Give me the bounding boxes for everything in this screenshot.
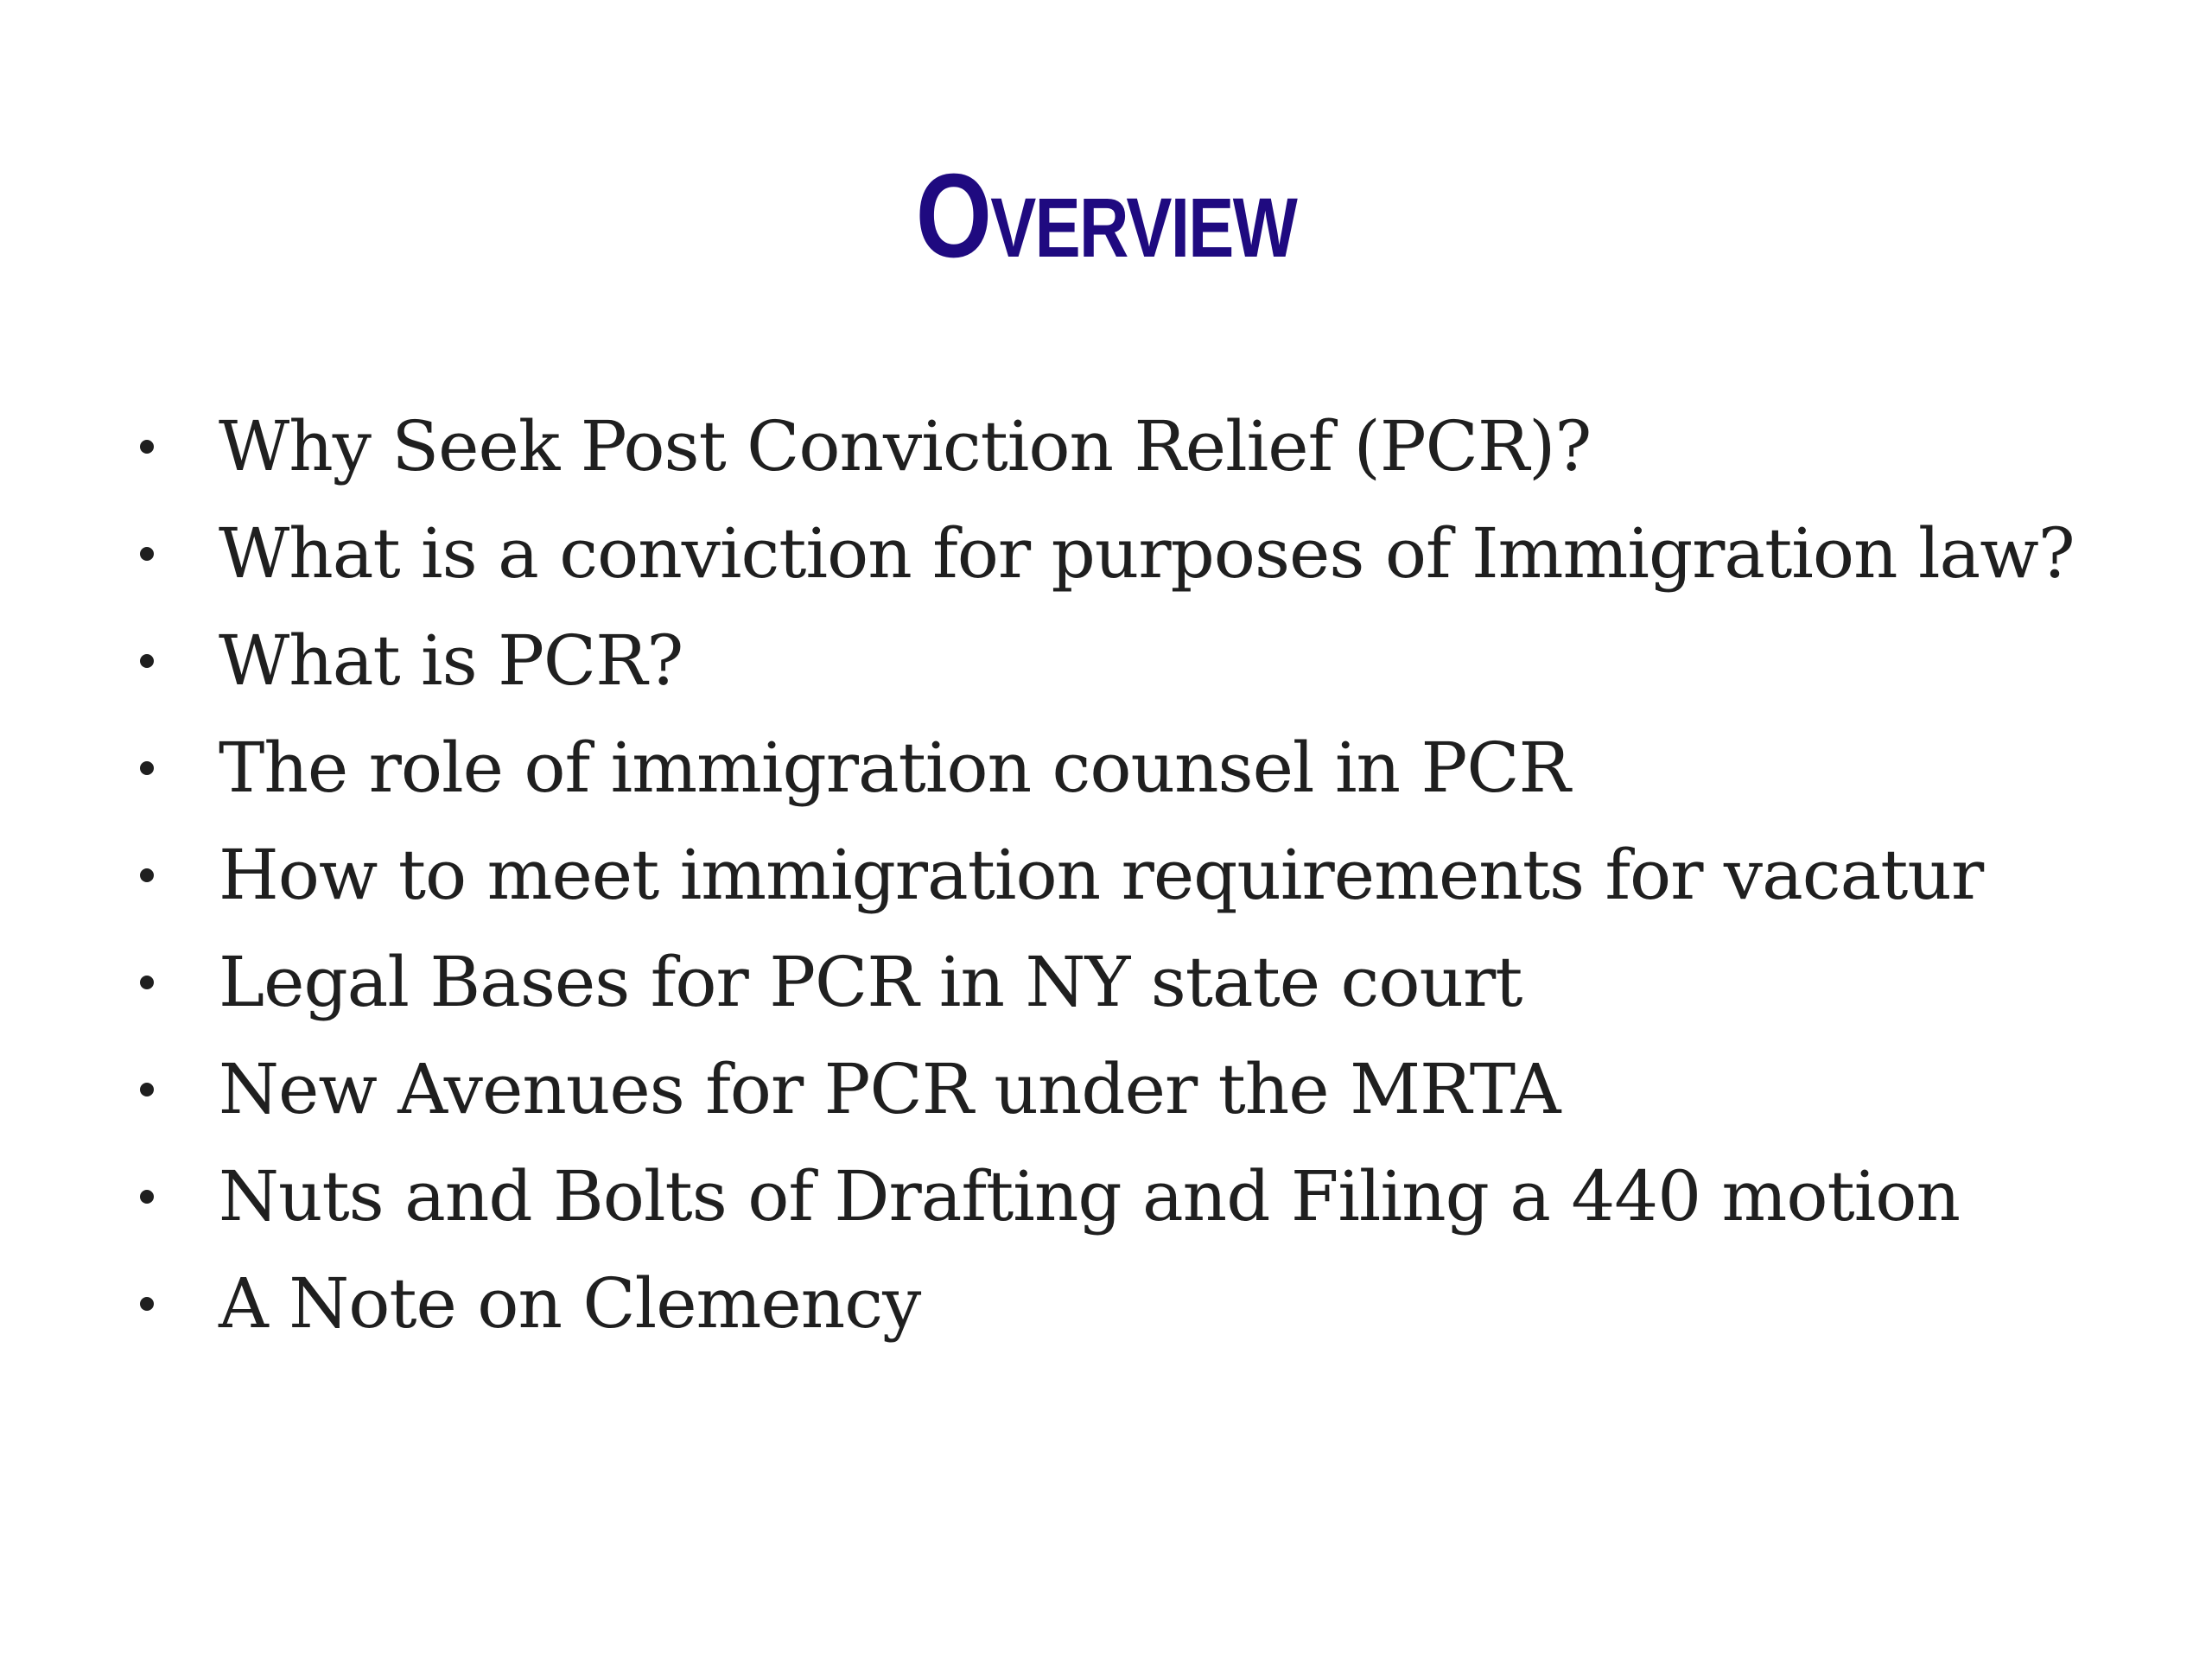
list-item bbox=[130, 1250, 2117, 1357]
bullet-icon bbox=[130, 1036, 164, 1143]
bullet-icon bbox=[130, 822, 164, 929]
list-item bbox=[130, 715, 2117, 822]
list-item bbox=[130, 607, 2117, 715]
bullet-icon bbox=[130, 1143, 164, 1250]
bullet-icon bbox=[130, 929, 164, 1036]
bullet-text: Legal Bases for PCR in NY state court bbox=[219, 942, 1522, 1022]
list-item bbox=[130, 1036, 2117, 1143]
bullet-text: New Avenues for PCR under the MRTA bbox=[219, 1049, 1560, 1129]
list-item bbox=[130, 393, 2117, 500]
bullet-icon bbox=[130, 500, 164, 607]
bullet-icon bbox=[130, 1250, 164, 1357]
bullet-icon bbox=[130, 607, 164, 715]
bullet-icon bbox=[130, 715, 164, 822]
list-item bbox=[130, 1143, 2117, 1250]
bullet-list bbox=[130, 393, 2117, 1357]
list-item bbox=[130, 500, 2117, 607]
slide-title: Overview bbox=[915, 149, 1297, 283]
bullet-text: What is a conviction for purposes of Immigration law? bbox=[219, 513, 2075, 594]
bullet-icon bbox=[130, 393, 164, 500]
list-item bbox=[130, 822, 2117, 929]
bullet-text: Nuts and Bolts of Drafting and Filing a 440 motion bbox=[219, 1156, 1960, 1236]
bullet-text: Why Seek Post Conviction Relief (PCR)? bbox=[219, 406, 1592, 486]
bullet-text: What is PCR? bbox=[219, 620, 683, 701]
list-item bbox=[130, 929, 2117, 1036]
bullet-text: The role of immigration counsel in PCR bbox=[219, 728, 1570, 808]
bullet-text: How to meet immigration requirements for vacatur bbox=[219, 835, 1984, 915]
bullet-text: A Note on Clemency bbox=[219, 1263, 921, 1344]
